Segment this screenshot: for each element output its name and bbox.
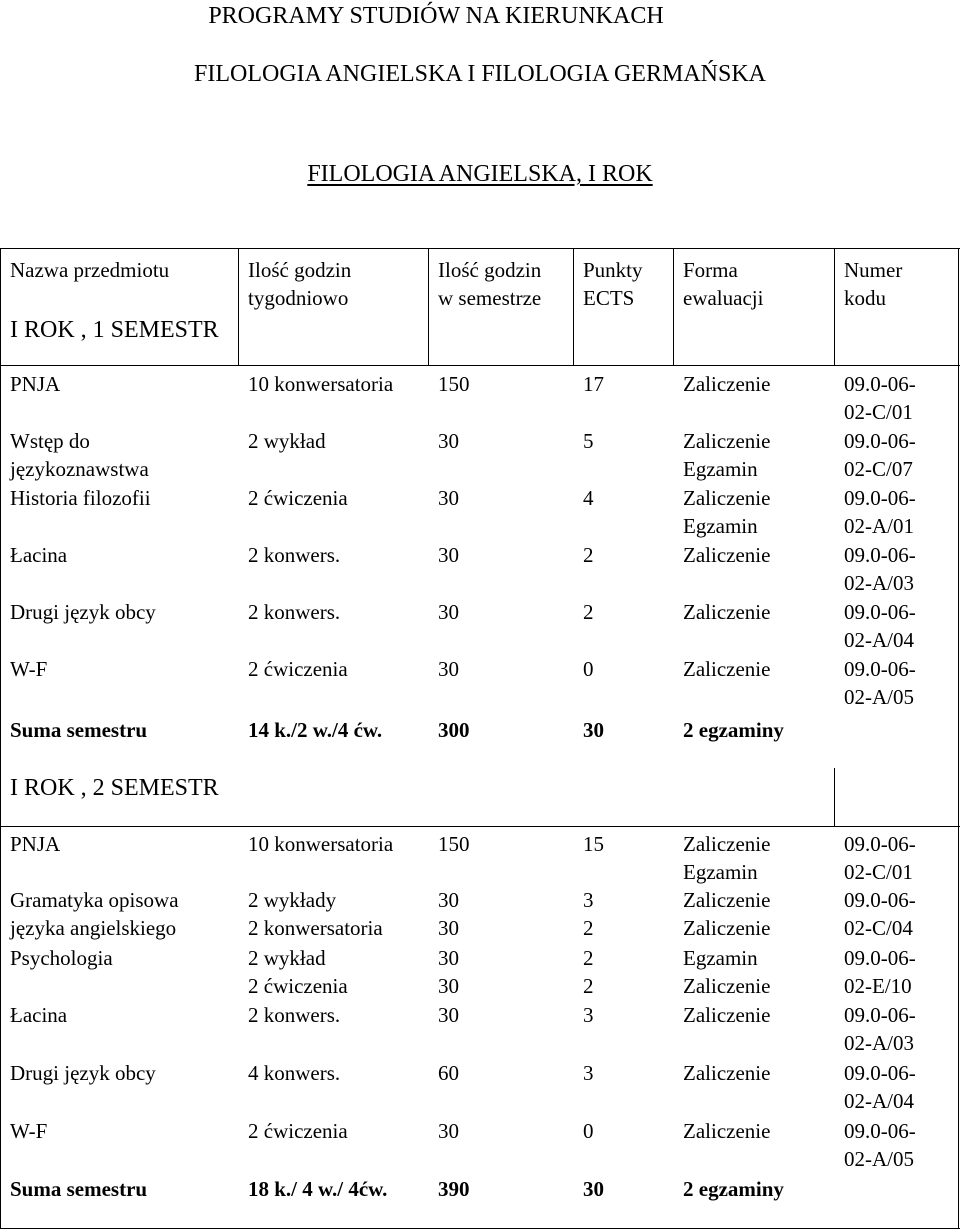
header-subject-name: Nazwa przedmiotu: [10, 258, 170, 282]
semester2-sum-ects: 30: [583, 1177, 604, 1201]
header-divider-1: [238, 248, 239, 365]
hours-week: 2 ćwiczenia: [248, 1119, 348, 1143]
semester1-sum-ects: 30: [583, 718, 604, 742]
semester2-sum-evaluation: 2 egzaminy: [683, 1177, 784, 1201]
sum-code-divider: [834, 768, 835, 826]
section-title: FILOLOGIA ANGIELSKA, I ROK: [307, 161, 653, 187]
hours-week: 2 ćwiczenia: [248, 657, 348, 681]
course-code: 09.0-06- 02-C/01: [844, 832, 916, 884]
hours-week: 2 ćwiczenia: [248, 486, 348, 510]
ects-points: 15: [583, 832, 604, 856]
evaluation-form: Zaliczenie: [683, 1061, 771, 1085]
evaluation-form: Zaliczenie: [683, 543, 771, 567]
table-right-border: [958, 248, 959, 1229]
evaluation-form: Zaliczenie: [683, 600, 771, 624]
hours-week: 10 konwersatoria: [248, 832, 394, 856]
evaluation-form: Zaliczenie: [683, 1119, 771, 1143]
header-divider-5: [834, 248, 835, 365]
hours-semester: 60: [438, 1061, 459, 1085]
ects-points: 2: [583, 600, 594, 624]
semester1-label: I ROK , 1 SEMESTR: [10, 317, 219, 343]
table-left-border: [0, 248, 1, 1229]
ects-points: 4: [583, 486, 594, 510]
semester1-sum-hours-week: 14 k./2 w./4 ćw.: [248, 718, 383, 742]
document-subtitle: FILOLOGIA ANGIELSKA I FILOLOGIA GERMAŃSKA: [194, 61, 766, 87]
ects-points: 3: [583, 1003, 594, 1027]
semester2-label: I ROK , 2 SEMESTR: [10, 775, 219, 801]
hours-semester: 150: [438, 372, 470, 396]
subject-name: Łacina: [10, 543, 68, 567]
hours-week: 2 wykład 2 ćwiczenia: [248, 946, 348, 998]
semester1-sum-name: Suma semestru: [10, 718, 148, 742]
course-code: 09.0-06- 02-A/05: [844, 1119, 916, 1171]
evaluation-form: Zaliczenie: [683, 372, 771, 396]
hours-week: 2 konwers.: [248, 543, 341, 567]
semester2-sum-name: Suma semestru: [10, 1177, 148, 1201]
evaluation-form: Zaliczenie: [683, 1003, 771, 1027]
ects-points: 0: [583, 1119, 594, 1143]
course-code: 09.0-06- 02-A/04: [844, 600, 916, 652]
sem2-label-border: [0, 826, 960, 827]
semester2-sum-hours-week: 18 k./ 4 w./ 4ćw.: [248, 1177, 388, 1201]
header-hours-week: Ilość godzin tygodniowo: [248, 258, 352, 310]
semester1-sum-evaluation: 2 egzaminy: [683, 718, 784, 742]
course-code: 09.0-06- 02-A/05: [844, 657, 916, 709]
course-code: 09.0-06- 02-C/07: [844, 429, 916, 481]
hours-semester: 30: [438, 1119, 459, 1143]
hours-week: 2 wykład: [248, 429, 326, 453]
subject-name: Drugi język obcy: [10, 600, 156, 624]
subject-name: Wstęp do językoznawstwa: [10, 429, 149, 481]
header-ects: Punkty ECTS: [583, 258, 643, 310]
hours-semester: 30: [438, 429, 459, 453]
subject-name: Psychologia: [10, 946, 113, 970]
semester2-sum-hours-semester: 390: [438, 1177, 470, 1201]
hours-semester: 30: [438, 600, 459, 624]
semester1-sum-hours-semester: 300: [438, 718, 470, 742]
header-divider-4: [673, 248, 674, 365]
course-code: 09.0-06- 02-A/01: [844, 486, 916, 538]
evaluation-form: Zaliczenie Egzamin: [683, 486, 771, 538]
header-bottom-border: [0, 365, 960, 366]
ects-points: 3: [583, 1061, 594, 1085]
hours-semester: 30: [438, 486, 459, 510]
course-code: 09.0-06- 02-A/03: [844, 1003, 916, 1055]
evaluation-form: Zaliczenie Egzamin: [683, 832, 771, 884]
header-divider-3: [573, 248, 574, 365]
hours-week: 2 wykłady 2 konwersatoria: [248, 888, 383, 940]
hours-semester: 30 30: [438, 888, 459, 940]
course-code: 09.0-06- 02-C/04: [844, 888, 916, 940]
document-title: PROGRAMY STUDIÓW NA KIERUNKACH: [208, 3, 664, 29]
hours-week: 2 konwers.: [248, 1003, 341, 1027]
ects-points: 0: [583, 657, 594, 681]
hours-semester: 150: [438, 832, 470, 856]
course-code: 09.0-06- 02-A/04: [844, 1061, 916, 1113]
subject-name: Historia filozofii: [10, 486, 151, 510]
subject-name: PNJA: [10, 832, 61, 856]
subject-name: W-F: [10, 1119, 48, 1143]
course-code: 09.0-06- 02-A/03: [844, 543, 916, 595]
evaluation-form: Zaliczenie: [683, 657, 771, 681]
header-evaluation: Forma ewaluacji: [683, 258, 764, 310]
ects-points: 5: [583, 429, 594, 453]
subject-name: Łacina: [10, 1003, 68, 1027]
hours-week: 10 konwersatoria: [248, 372, 394, 396]
hours-semester: 30: [438, 543, 459, 567]
subject-name: Gramatyka opisowa języka angielskiego: [10, 888, 179, 940]
table-top-border: [0, 248, 960, 249]
course-code: 09.0-06- 02-C/01: [844, 372, 916, 424]
table-bottom-border: [0, 1228, 960, 1229]
subject-name: W-F: [10, 657, 48, 681]
header-code: Numer kodu: [844, 258, 903, 310]
ects-points: 3 2: [583, 888, 594, 940]
hours-semester: 30: [438, 657, 459, 681]
evaluation-form: Zaliczenie Egzamin: [683, 429, 771, 481]
header-hours-semester: Ilość godzin w semestrze: [438, 258, 542, 310]
ects-points: 2 2: [583, 946, 594, 998]
subject-name: PNJA: [10, 372, 61, 396]
hours-semester: 30: [438, 1003, 459, 1027]
evaluation-form: Zaliczenie Zaliczenie: [683, 888, 771, 940]
ects-points: 2: [583, 543, 594, 567]
hours-week: 2 konwers.: [248, 600, 341, 624]
hours-week: 4 konwers.: [248, 1061, 341, 1085]
ects-points: 17: [583, 372, 604, 396]
subject-name: Drugi język obcy: [10, 1061, 156, 1085]
hours-semester: 30 30: [438, 946, 459, 998]
course-code: 09.0-06- 02-E/10: [844, 946, 916, 998]
header-divider-2: [428, 248, 429, 365]
evaluation-form: Egzamin Zaliczenie: [683, 946, 771, 998]
